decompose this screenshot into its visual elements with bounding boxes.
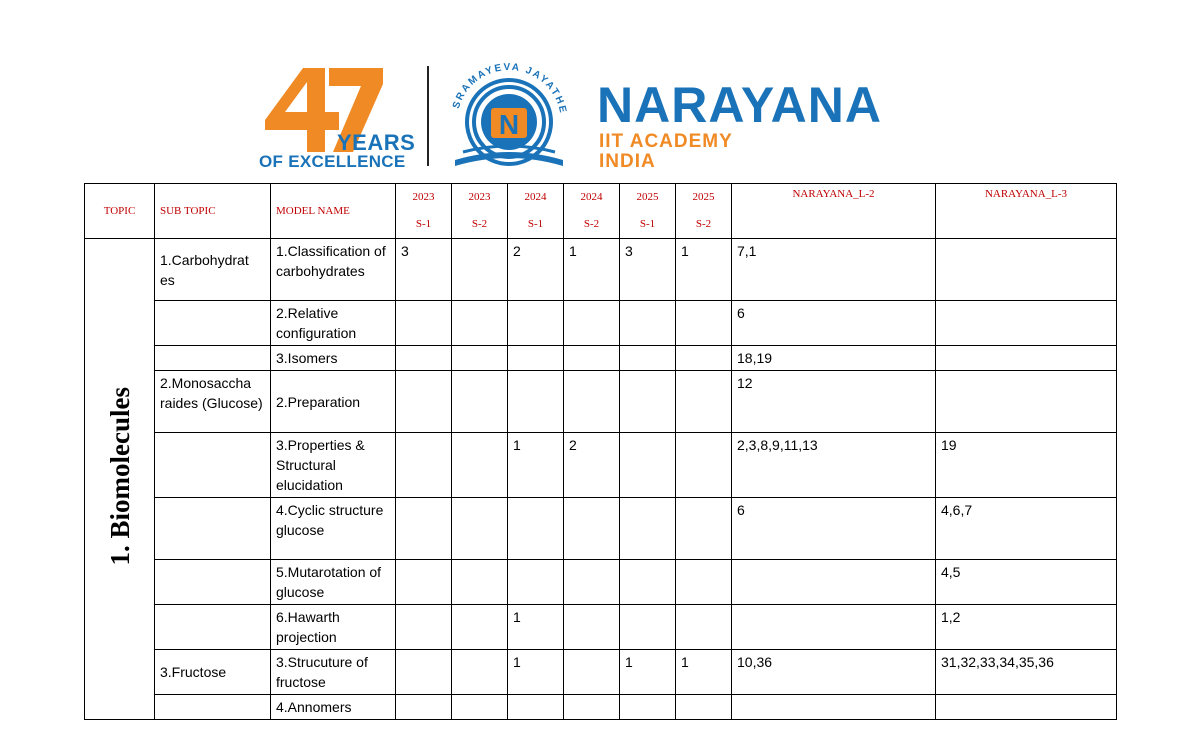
l3-cell: 31,32,33,34,35,36	[936, 650, 1117, 695]
l2-cell: 7,1	[732, 239, 936, 301]
count-cell: 1	[676, 239, 732, 301]
count-cell	[564, 650, 620, 695]
count-cell	[620, 301, 676, 346]
count-cell	[452, 650, 508, 695]
count-cell	[620, 560, 676, 605]
count-cell	[620, 498, 676, 560]
table-row	[85, 560, 1117, 605]
count-cell	[676, 346, 732, 371]
model-name-cell: 2.Relative configuration	[271, 301, 396, 346]
count-cell	[452, 371, 508, 433]
logo-divider	[427, 66, 429, 166]
brand-subtitle-country: INDIA	[599, 151, 656, 172]
table-row	[85, 605, 1117, 650]
count-cell	[452, 433, 508, 498]
brand-name: NARAYANA	[597, 77, 882, 133]
l2-cell: 6	[732, 498, 936, 560]
l2-cell: 18,19	[732, 346, 936, 371]
count-cell	[676, 371, 732, 433]
count-cell	[676, 605, 732, 650]
count-cell	[676, 695, 732, 720]
count-cell	[620, 605, 676, 650]
count-cell	[452, 695, 508, 720]
logo-years-text: YEARS	[337, 130, 416, 155]
l3-cell	[936, 371, 1117, 433]
table-header-row	[85, 184, 1117, 239]
count-cell	[396, 433, 452, 498]
sub-topic-cell	[155, 605, 271, 650]
table-row	[85, 650, 1117, 695]
model-name-cell: 2.Preparation	[271, 371, 396, 433]
l2-cell	[732, 560, 936, 605]
header-year-2025-s2: 2025 S-2	[676, 184, 732, 239]
sub-topic-cell: 3.Fructose	[155, 650, 271, 695]
count-cell	[452, 560, 508, 605]
count-cell	[564, 498, 620, 560]
count-cell	[396, 650, 452, 695]
model-name-cell: 1.Classification of carbohydrates	[271, 239, 396, 301]
table-row	[85, 239, 1117, 301]
table-row	[85, 498, 1117, 560]
l3-cell: 1,2	[936, 605, 1117, 650]
count-cell	[452, 346, 508, 371]
count-cell	[396, 605, 452, 650]
sub-topic-cell	[155, 498, 271, 560]
header-year-2024-s1: 2024 S-1	[508, 184, 564, 239]
model-name-cell: 3.Properties & Structural elucidation	[271, 433, 396, 498]
count-cell: 2	[564, 433, 620, 498]
table-row	[85, 695, 1117, 720]
count-cell	[564, 560, 620, 605]
header-narayana-l3: NARAYANA_L-3	[936, 184, 1117, 239]
count-cell	[452, 605, 508, 650]
count-cell	[508, 371, 564, 433]
count-cell	[564, 301, 620, 346]
l3-cell	[936, 301, 1117, 346]
count-cell	[508, 498, 564, 560]
count-cell	[396, 498, 452, 560]
l3-cell: 4,6,7	[936, 498, 1117, 560]
header-sub-topic: SUB TOPIC	[155, 184, 271, 239]
svg-text:N: N	[498, 109, 520, 140]
l3-cell	[936, 346, 1117, 371]
l3-cell	[936, 239, 1117, 301]
count-cell	[396, 346, 452, 371]
count-cell: 1	[620, 650, 676, 695]
count-cell	[564, 605, 620, 650]
header-topic: TOPIC	[85, 184, 155, 239]
count-cell: 3	[396, 239, 452, 301]
model-name-cell: 3.Isomers	[271, 346, 396, 371]
count-cell	[452, 239, 508, 301]
logo-excellence-text: OF EXCELLENCE	[259, 152, 406, 171]
count-cell	[676, 560, 732, 605]
count-cell	[620, 433, 676, 498]
count-cell: 1	[508, 650, 564, 695]
sub-topic-cell	[155, 560, 271, 605]
l3-cell: 19	[936, 433, 1117, 498]
table-row	[85, 346, 1117, 371]
count-cell	[676, 433, 732, 498]
count-cell	[620, 371, 676, 433]
l2-cell: 12	[732, 371, 936, 433]
sub-topic-cell	[155, 433, 271, 498]
table-row	[85, 433, 1117, 498]
count-cell	[564, 346, 620, 371]
count-cell	[508, 346, 564, 371]
model-name-cell: 4.Annomers	[271, 695, 396, 720]
count-cell	[508, 695, 564, 720]
count-cell	[620, 346, 676, 371]
brand-subtitle-academy: IIT ACADEMY	[599, 131, 733, 152]
count-cell: 1	[676, 650, 732, 695]
count-cell	[508, 560, 564, 605]
table-row	[85, 371, 1117, 433]
sub-topic-cell: 2.Monosaccha raides (Glucose)	[155, 371, 271, 433]
l2-cell: 2,3,8,9,11,13	[732, 433, 936, 498]
count-cell	[452, 301, 508, 346]
count-cell	[396, 560, 452, 605]
header-model-name: MODEL NAME	[271, 184, 396, 239]
topic-analysis-table	[84, 183, 1117, 720]
svg-text:SRAMAYEVA JAYATHE: SRAMAYEVA JAYATHE	[450, 61, 569, 116]
sub-topic-cell	[155, 301, 271, 346]
model-name-cell: 4.Cyclic structure glucose	[271, 498, 396, 560]
l2-cell	[732, 695, 936, 720]
narayana-emblem-icon	[435, 60, 583, 172]
count-cell	[508, 301, 564, 346]
count-cell	[620, 695, 676, 720]
model-name-cell: 6.Hawarth projection	[271, 605, 396, 650]
header-year-2025-s1: 2025 S-1	[620, 184, 676, 239]
count-cell	[396, 695, 452, 720]
count-cell: 3	[620, 239, 676, 301]
institute-logo	[255, 60, 955, 175]
count-cell	[396, 301, 452, 346]
count-cell	[396, 371, 452, 433]
model-name-cell: 5.Mutarotation of glucose	[271, 560, 396, 605]
count-cell	[452, 498, 508, 560]
table-row	[85, 301, 1117, 346]
model-name-cell: 3.Strucuture of fructose	[271, 650, 396, 695]
header-year-2024-s2: 2024 S-2	[564, 184, 620, 239]
count-cell	[676, 301, 732, 346]
sub-topic-cell	[155, 346, 271, 371]
l3-cell: 4,5	[936, 560, 1117, 605]
l2-cell: 10,36	[732, 650, 936, 695]
l3-cell	[936, 695, 1117, 720]
count-cell: 1	[508, 433, 564, 498]
l2-cell	[732, 605, 936, 650]
header-year-2023-s1: 2023 S-1	[396, 184, 452, 239]
count-cell: 1	[508, 605, 564, 650]
count-cell: 2	[508, 239, 564, 301]
count-cell: 1	[564, 239, 620, 301]
sub-topic-cell: 1.Carbohydrat es	[155, 239, 271, 301]
l2-cell: 6	[732, 301, 936, 346]
header-year-2023-s2: 2023 S-2	[452, 184, 508, 239]
count-cell	[676, 498, 732, 560]
topic-label: 1. Biomolecules	[104, 387, 135, 566]
sub-topic-cell	[155, 695, 271, 720]
count-cell	[564, 695, 620, 720]
topic-cell	[85, 239, 155, 720]
count-cell	[564, 371, 620, 433]
header-narayana-l2: NARAYANA_L-2	[732, 184, 936, 239]
